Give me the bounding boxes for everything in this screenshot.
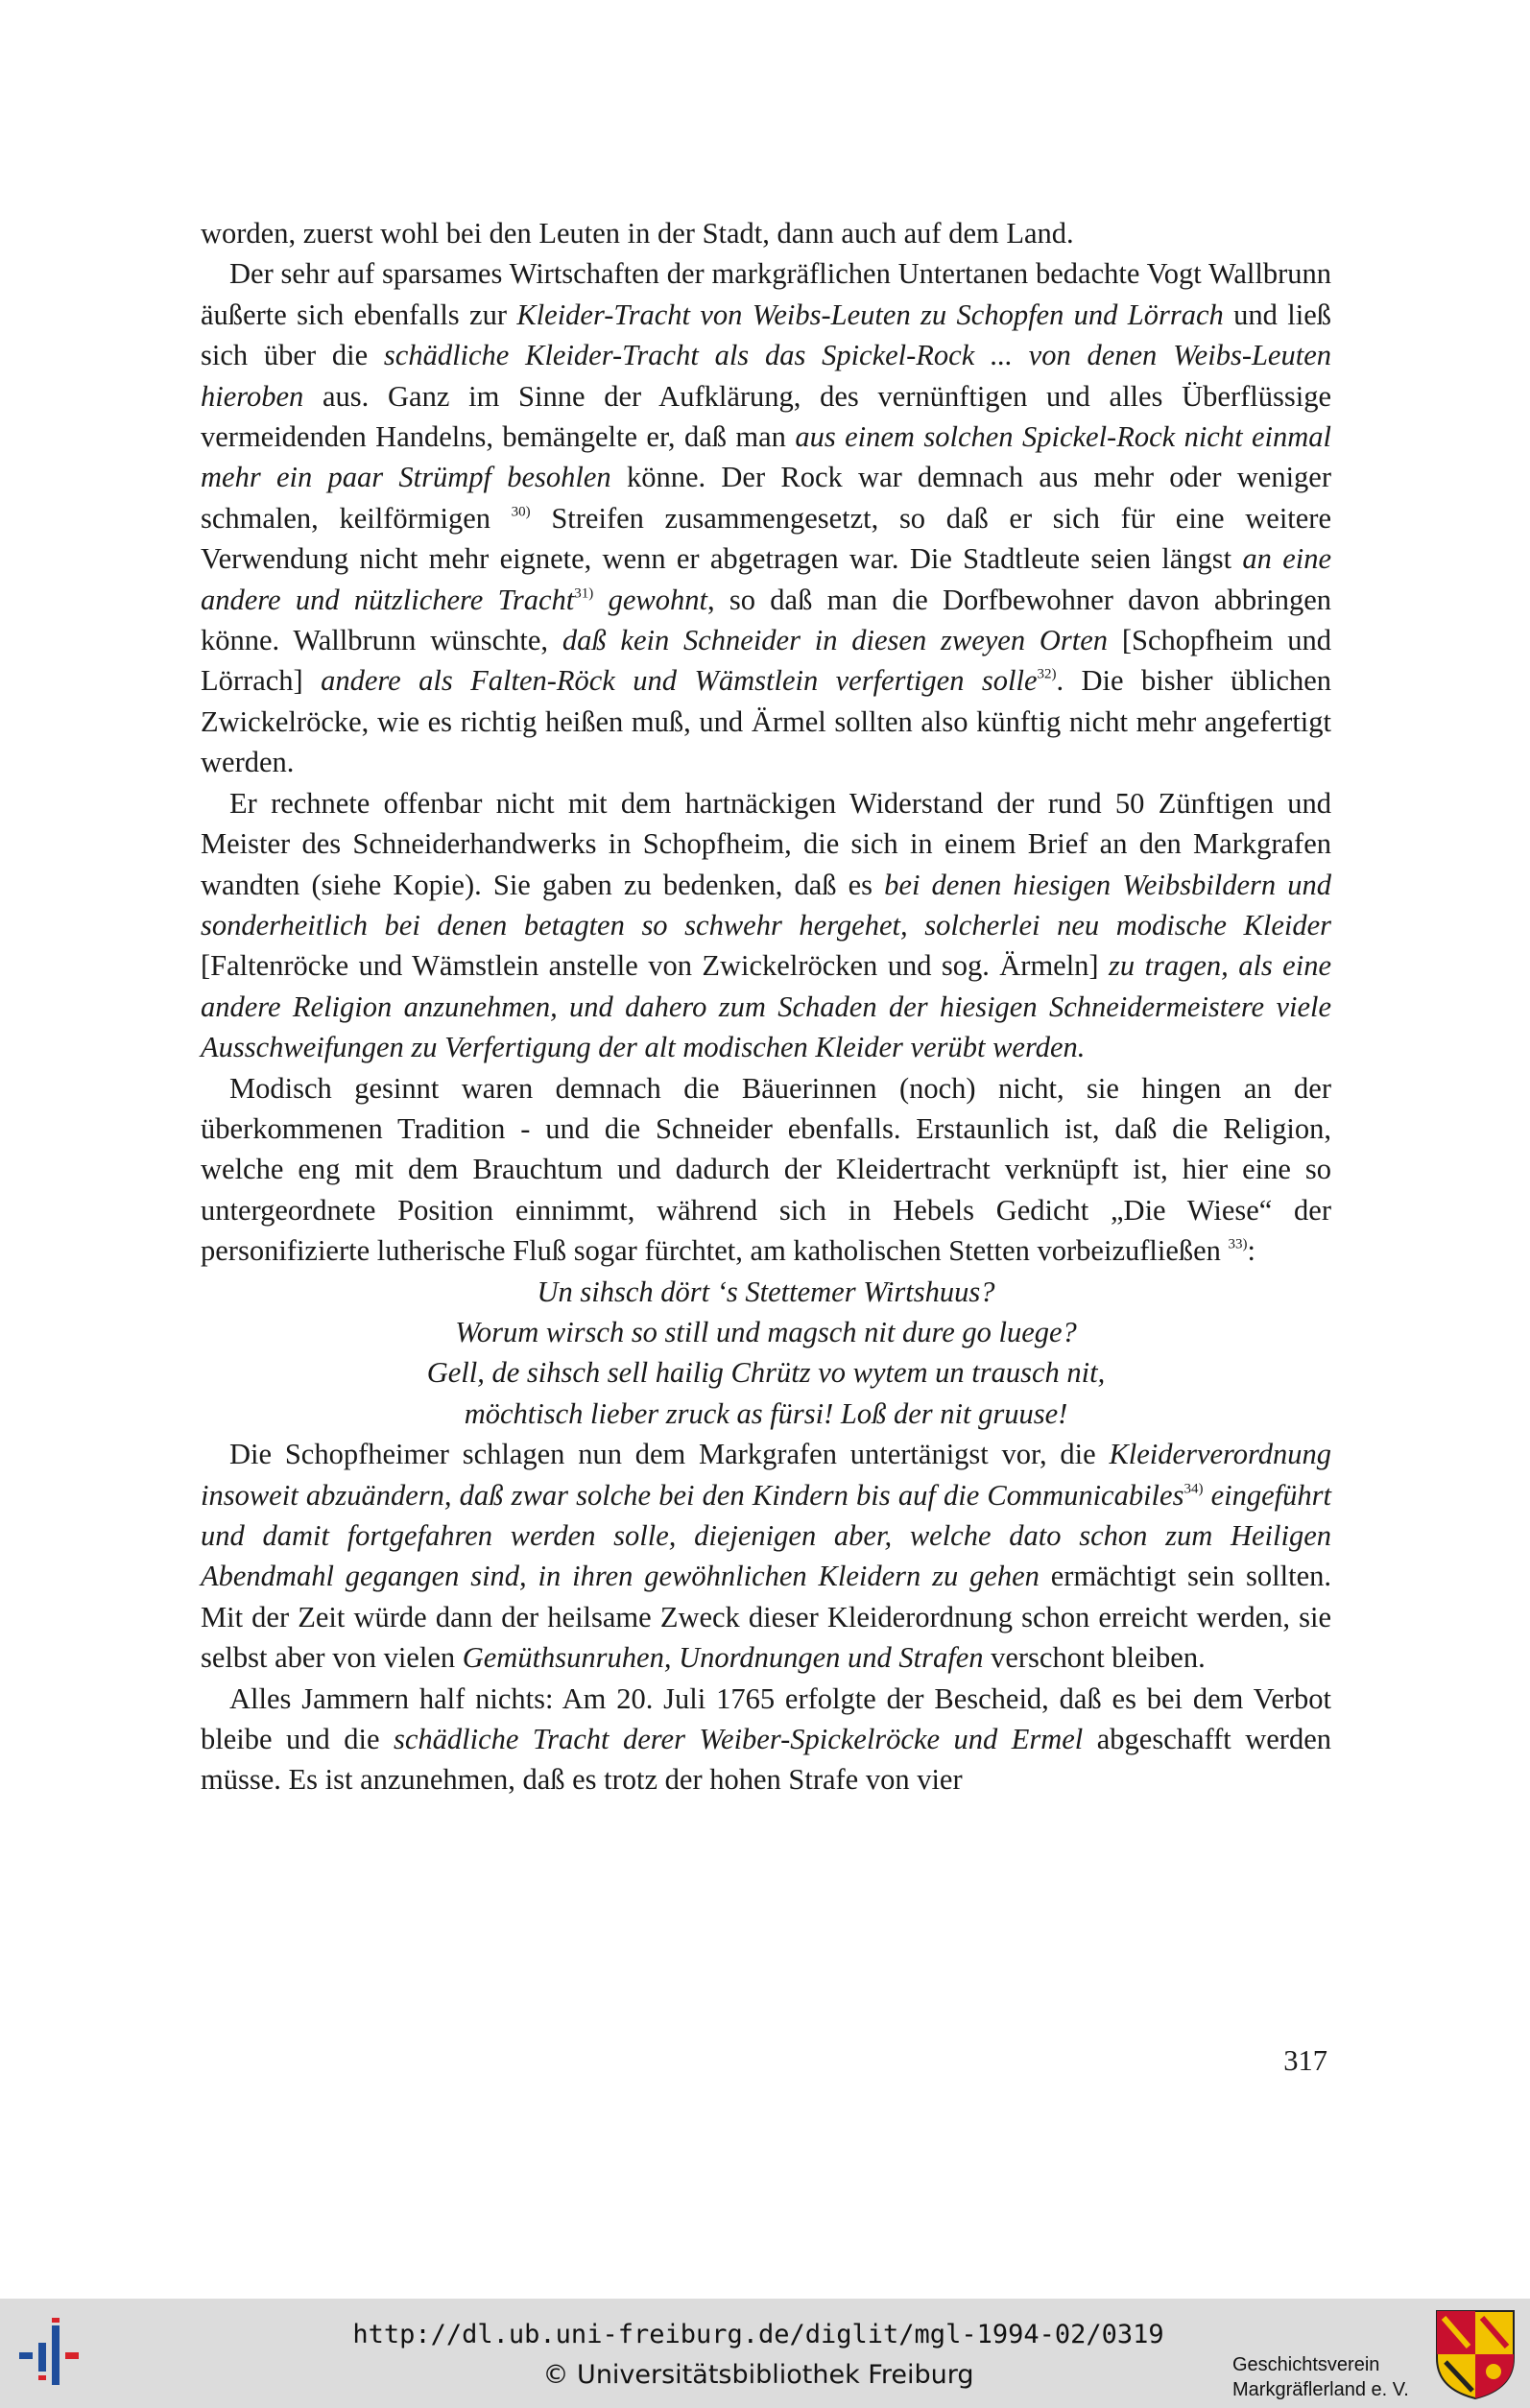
footnote-ref[interactable]: 31) — [574, 584, 594, 601]
footer-bar — [0, 2299, 1530, 2408]
quote-run: schädliche Tracht derer Weiber-Spickelröcke und Ermel — [393, 1723, 1084, 1756]
poem-line: Un sihsch dört ‘s Stettemer Wirtshuus? — [537, 1275, 995, 1308]
text-run: Modisch gesinnt waren demnach die Bäuerinnen (noch) nicht, sie hingen an der überkommenen Tradition - und die Schneider ebenfalls. Erstaunlich ist, daß die Religion, welche eng mit dem Brauchtum und dadurch der Kleidertracht verknüpft ist, hier eine so untergeordnete Position einnimmt, während sich in Hebels Gedicht „Die Wiese“ der personifizierte lutherische Fluß sogar fürchtet, am katholischen Stetten vorbeizufließen — [201, 1071, 1331, 1268]
text-run: Alles Jammern half nichts: Am 20. Juli 1765 erfolgte der Bescheid, daß es bei dem Verbot bleibe und die — [201, 1681, 1331, 1756]
coat-of-arms-icon — [1434, 2308, 1517, 2400]
ub-freiburg-logo-icon[interactable] — [19, 2316, 106, 2393]
paragraph — [201, 1679, 1331, 1800]
quote-run: an eine andere und nützlichere Tracht — [201, 542, 1331, 616]
quote-run: gewohnt — [593, 583, 707, 616]
text-run: : — [1247, 1234, 1256, 1268]
text-run: Der sehr auf sparsames Wirtschaften der markgräflichen Untertanen bedachte Vogt Wallbrunn äußerte sich ebenfalls zur — [201, 257, 1331, 331]
text-run: abgeschafft werden müsse. Es ist anzunehmen, daß es trotz der hohen Strafe von vier — [201, 1723, 1331, 1797]
text-run: ermächtigt sein sollten. Mit der Zeit würde dann der heilsame Zweck dieser Kleiderordnung schon erreicht werden, sie selbst aber von vielen — [201, 1560, 1331, 1675]
quote-run: daß kein Schneider in diesen zweyen Orten — [562, 624, 1109, 657]
paragraph — [201, 1068, 1331, 1272]
text-run: . Die bisher üblichen Zwickelröcke, wie es richtig heißen muß, und Ärmel sollten also künftig nicht mehr angefertigt werden. — [201, 664, 1331, 779]
quote-run: Gemüthsunruhen, Unordnungen und Strafen — [462, 1641, 984, 1675]
text-run: Er rechnete offenbar nicht mit dem hartnäckigen Widerstand der rund 50 Zünftigen und Meister des Schneiderhandwerks in Schopfheim, die sich in einem Brief an den Markgrafen wandten (siehe Kopie). Sie gaben zu bedenken, daß es — [201, 786, 1331, 901]
society-name — [1232, 2352, 1424, 2402]
quote-run: bei denen hiesigen Weibsbildern und sonderheitlich bei denen betagten so schwehr hergehet, solcherlei neu modische Kleider — [201, 868, 1331, 942]
page-number: 317 — [1283, 2044, 1327, 2077]
text-run: Die Schopfheimer schlagen nun dem Markgrafen untertänigst vor, die — [229, 1438, 1110, 1471]
poem-line: Gell, de sihsch sell hailig Chrütz vo wytem un trausch nit, — [426, 1356, 1106, 1390]
poem-stanza — [201, 1272, 1331, 1435]
quote-run: andere als Falten-Röck und Wämstlein verfertigen solle — [321, 664, 1038, 698]
poem-line: Worum wirsch so still und magsch nit dure go luege? — [455, 1315, 1077, 1348]
poem-line: möchtisch lieber zruck as fürsi! Loß der nit gruuse! — [464, 1396, 1068, 1430]
text-run: Streifen zusammengesetzt, so daß er sich für eine weitere Verwendung nicht mehr eignete, wenn er abgetragen war. Die Stadtleute seien längst — [201, 501, 1331, 576]
footnote-ref[interactable]: 34) — [1183, 1480, 1204, 1496]
paragraph — [201, 1434, 1331, 1678]
quote-run: zu tragen, als eine andere Religion anzunehmen, und dahero zum Schaden der hiesigen Schneidermeistere viele Ausschweifungen zu Verfertigung der alt modischen Kleider verübt werden. — [201, 949, 1331, 1064]
paragraph — [201, 253, 1331, 782]
footnote-ref[interactable]: 32) — [1037, 666, 1057, 682]
quote-run: aus einem solchen Spickel-Rock nicht einmal mehr ein paar Strümpf besohlen — [201, 420, 1331, 494]
source-url[interactable]: http://dl.ub.uni-freiburg.de/diglit/mgl-1994-02/0319 — [352, 2320, 1164, 2349]
society-line: Markgräflerland e. V. — [1232, 2379, 1409, 2400]
text-run: [Schopfheim und Lörrach] — [201, 624, 1331, 698]
quote-run: schädliche Kleider-Tracht als das Spickel-Rock ... von denen Weibs-Leuten hieroben — [201, 339, 1331, 413]
text-run: könne. Der Rock war demnach aus mehr oder weniger schmalen, keilförmigen — [201, 461, 1331, 535]
quote-run: eingeführt und damit fortgefahren werden solle, diejenigen aber, welche dato schon zum Heiligen Abendmahl gegangen sind, in ihren gewöhnlichen Kleidern zu gehen — [201, 1478, 1332, 1593]
quote-run: Kleiderverordnung insoweit abzuändern, daß zwar solche bei den Kindern bis auf die Communicabiles — [201, 1438, 1331, 1512]
text-run: worden, zuerst wohl bei den Leuten in der Stadt, dann auch auf dem Land. — [201, 217, 1074, 250]
text-run: verschont bleiben. — [983, 1641, 1206, 1675]
text-run: aus. Ganz im Sinne der Aufklärung, des vernünftigen und alles Überflüssige vermeidenden Handelns, bemängelte er, daß man — [201, 379, 1331, 454]
paragraph — [201, 213, 1331, 253]
page-body — [201, 213, 1331, 1800]
text-run: und ließ sich über die — [201, 298, 1331, 372]
text-run: [Faltenröcke und Wämstlein anstelle von Zwickelröcken und sog. Ärmeln] — [201, 949, 1109, 983]
copyright-notice: © Universitätsbibliothek Freiburg — [542, 2360, 974, 2390]
paragraph — [201, 783, 1331, 1068]
footnote-ref[interactable]: 30) — [511, 504, 531, 520]
society-line: Geschichtsverein — [1232, 2354, 1380, 2375]
quote-run: Kleider-Tracht von Weibs-Leuten zu Schopfen und Lörrach — [516, 298, 1224, 331]
text-run: , so daß man die Dorfbewohner davon abbringen könne. Wallbrunn wünschte, — [201, 583, 1331, 657]
footnote-ref[interactable]: 33) — [1228, 1236, 1248, 1252]
